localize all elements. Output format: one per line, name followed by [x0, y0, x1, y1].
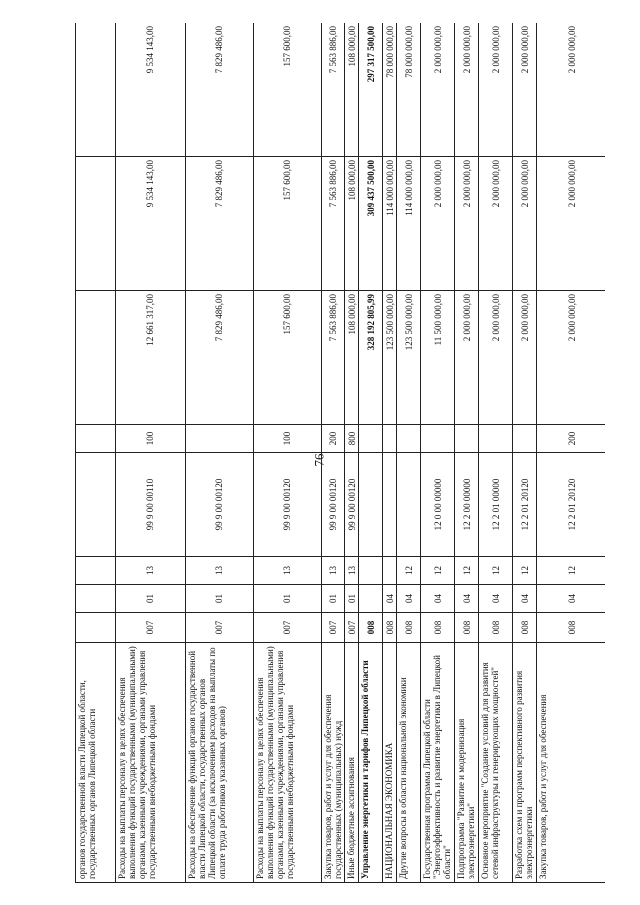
row-name: Управление энергетики и тарифов Липецкой области [359, 643, 383, 883]
target-article-code: 99 9 00 00120 [254, 453, 322, 557]
amount-year-2: 309 437 500,00 [359, 157, 383, 291]
section-code: 01 [322, 585, 345, 613]
table-row [479, 23, 513, 883]
section-code: 04 [513, 585, 537, 613]
target-article-code: 99 9 00 00120 [186, 453, 254, 557]
target-article-code [397, 453, 421, 557]
amount-year-3: 157 600,00 [254, 23, 322, 157]
amount-year-2: 2 000 000,00 [513, 157, 537, 291]
section-code: 04 [479, 585, 513, 613]
row-name: Закупка товаров, работ и услуг для обеспечения [537, 643, 605, 883]
amount-year-1: 328 192 805,99 [359, 291, 383, 425]
amount-year-3: 2 000 000,00 [513, 23, 537, 157]
expense-type-code [397, 425, 421, 453]
amount-year-2: 7 829 486,00 [186, 157, 254, 291]
expense-type-code: 200 [537, 425, 605, 453]
amount-year-1: 108 000,00 [345, 291, 359, 425]
amount-year-1: 7 563 886,00 [322, 291, 345, 425]
subsection-code: 13 [116, 557, 186, 585]
expense-type-code [513, 425, 537, 453]
amount-year-2: 114 000 000,00 [397, 157, 421, 291]
target-article-code: 12 2 01 20120 [537, 453, 605, 557]
row-name: НАЦИОНАЛЬНАЯ ЭКОНОМИКА [383, 643, 397, 883]
amount-year-3: 7 563 886,00 [322, 23, 345, 157]
admin-code: 007 [186, 613, 254, 643]
section-code: 01 [186, 585, 254, 613]
section-code: 04 [537, 585, 605, 613]
section-code: 04 [455, 585, 479, 613]
page-number: 76 [311, 453, 326, 467]
target-article-code: 12 2 00 00000 [455, 453, 479, 557]
target-article-code: 99 9 00 00120 [345, 453, 359, 557]
expense-type-code: 100 [254, 425, 322, 453]
amount-year-1: 12 661 317,00 [116, 291, 186, 425]
table-row [537, 23, 605, 883]
expense-type-code [383, 425, 397, 453]
budget-table [75, 23, 605, 883]
target-article-code [76, 453, 116, 557]
amount-year-3: 78 000 000,00 [397, 23, 421, 157]
row-name: Расходы на выплаты персоналу в целях обеспечения выполнения функций государственными (муниципальными) органами, казенными учреждениями, органами управления государственными внебюджетными фондами [254, 643, 322, 883]
target-article-code: 99 9 00 00120 [322, 453, 345, 557]
table-row [254, 23, 322, 883]
table-row [322, 23, 345, 883]
subsection-code: 13 [254, 557, 322, 585]
expense-type-code: 800 [345, 425, 359, 453]
amount-year-2: 108 000,00 [345, 157, 359, 291]
budget-table-sheet [75, 23, 605, 883]
amount-year-3: 297 317 500,00 [359, 23, 383, 157]
target-article-code: 99 9 00 00110 [116, 453, 186, 557]
section-code: 01 [116, 585, 186, 613]
section-code: 01 [254, 585, 322, 613]
admin-code: 008 [359, 613, 383, 643]
admin-code: 008 [479, 613, 513, 643]
admin-code: 008 [421, 613, 455, 643]
amount-year-2: 157 600,00 [254, 157, 322, 291]
amount-year-3: 78 000 000,00 [383, 23, 397, 157]
rotated-table-wrapper [75, 23, 605, 883]
subsection-code: 12 [397, 557, 421, 585]
amount-year-2: 7 563 886,00 [322, 157, 345, 291]
amount-year-1: 123 500 000,00 [383, 291, 397, 425]
table-row [359, 23, 383, 883]
target-article-code: 12 0 00 00000 [421, 453, 455, 557]
admin-code: 007 [254, 613, 322, 643]
admin-code: 008 [513, 613, 537, 643]
admin-code: 007 [116, 613, 186, 643]
section-code [359, 585, 383, 613]
amount-year-3: 2 000 000,00 [421, 23, 455, 157]
amount-year-1: 2 000 000,00 [513, 291, 537, 425]
row-name: Расходы на обеспечение функций органов государственной власти Липецкой области, государственных органов Липецкой области (за исключением расходов на выплаты по оплате труда работников указанных органов) [186, 643, 254, 883]
amount-year-2: 2 000 000,00 [455, 157, 479, 291]
target-article-code: 12 2 01 20120 [513, 453, 537, 557]
expense-type-code [455, 425, 479, 453]
row-name: Другие вопросы в области национальной экономики [397, 643, 421, 883]
section-code: 04 [397, 585, 421, 613]
table-row [383, 23, 397, 883]
section-code: 04 [383, 585, 397, 613]
amount-year-1: 123 500 000,00 [397, 291, 421, 425]
expense-type-code: 200 [322, 425, 345, 453]
admin-code: 007 [345, 613, 359, 643]
expense-type-code: 100 [116, 425, 186, 453]
amount-year-3: 2 000 000,00 [479, 23, 513, 157]
amount-year-1: 2 000 000,00 [537, 291, 605, 425]
table-row [421, 23, 455, 883]
amount-year-1 [76, 291, 116, 425]
admin-code: 008 [537, 613, 605, 643]
subsection-code: 12 [513, 557, 537, 585]
amount-year-1: 157 600,00 [254, 291, 322, 425]
target-article-code: 12 2 01 00000 [479, 453, 513, 557]
amount-year-1: 2 000 000,00 [479, 291, 513, 425]
expense-type-code [479, 425, 513, 453]
row-name: Государственная программа Липецкой области "Энергоэффективность и развитие энергетики в Липецкой области" [421, 643, 455, 883]
table-row [345, 23, 359, 883]
table-row [116, 23, 186, 883]
subsection-code: 12 [421, 557, 455, 585]
expense-type-code [359, 425, 383, 453]
row-name: Подпрограмма "Развитие и модернизация электроэнергетики" [455, 643, 479, 883]
subsection-code: 13 [322, 557, 345, 585]
amount-year-3: 2 000 000,00 [455, 23, 479, 157]
subsection-code: 13 [345, 557, 359, 585]
admin-code: 008 [455, 613, 479, 643]
amount-year-3: 7 829 486,00 [186, 23, 254, 157]
amount-year-2: 114 000 000,00 [383, 157, 397, 291]
expense-type-code [421, 425, 455, 453]
table-row [513, 23, 537, 883]
table-row [397, 23, 421, 883]
amount-year-1: 2 000 000,00 [455, 291, 479, 425]
section-code: 01 [345, 585, 359, 613]
table-row [186, 23, 254, 883]
table-row [455, 23, 479, 883]
amount-year-3: 9 534 143,00 [116, 23, 186, 157]
subsection-code: 12 [455, 557, 479, 585]
subsection-code: 13 [186, 557, 254, 585]
amount-year-1: 11 500 000,00 [421, 291, 455, 425]
row-name: Иные бюджетные ассигнования [345, 643, 359, 883]
amount-year-3 [76, 23, 116, 157]
subsection-code [383, 557, 397, 585]
expense-type-code [76, 425, 116, 453]
row-name: Разработка схем и программ перспективного развития электроэнергетики [513, 643, 537, 883]
row-name: Закупка товаров, работ и услуг для обеспечения государственных (муниципальных) нужд [322, 643, 345, 883]
target-article-code [359, 453, 383, 557]
amount-year-2: 2 000 000,00 [537, 157, 605, 291]
amount-year-2 [76, 157, 116, 291]
subsection-code [359, 557, 383, 585]
subsection-code: 12 [537, 557, 605, 585]
section-code: 04 [421, 585, 455, 613]
amount-year-2: 2 000 000,00 [479, 157, 513, 291]
subsection-code: 12 [479, 557, 513, 585]
section-code [76, 585, 116, 613]
admin-code [76, 613, 116, 643]
amount-year-1: 7 829 486,00 [186, 291, 254, 425]
amount-year-2: 9 534 143,00 [116, 157, 186, 291]
admin-code: 008 [383, 613, 397, 643]
subsection-code [76, 557, 116, 585]
amount-year-3: 108 000,00 [345, 23, 359, 157]
row-name: органов государственной власти Липецкой области, государственных органов Липецкой области [76, 643, 116, 883]
row-name: Основное мероприятие "Создание условий для развития сетевой инфраструктуры и генерирующих мощностей" [479, 643, 513, 883]
admin-code: 007 [322, 613, 345, 643]
admin-code: 008 [397, 613, 421, 643]
table-row [76, 23, 116, 883]
row-name: Расходы на выплаты персоналу в целях обеспечения выполнения функций государственными (муниципальными) органами, казенными учреждениями, органами управления государственными внебюджетными фондами [116, 643, 186, 883]
target-article-code [383, 453, 397, 557]
expense-type-code [186, 425, 254, 453]
amount-year-2: 2 000 000,00 [421, 157, 455, 291]
amount-year-3: 2 000 000,00 [537, 23, 605, 157]
